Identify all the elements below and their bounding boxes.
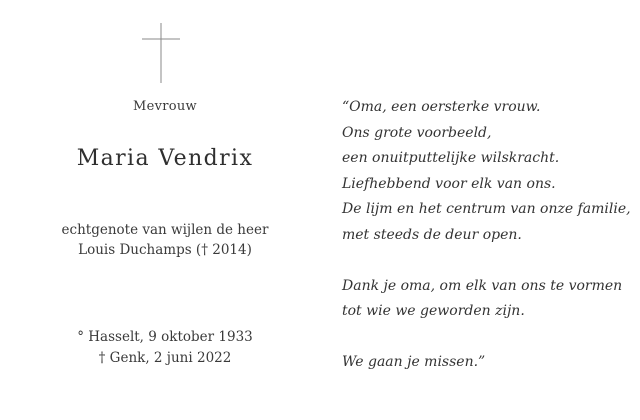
spouse-relation: echtgenote van wijlen de heer xyxy=(61,222,269,238)
honorific-title: Mevrouw xyxy=(133,99,197,114)
poem-line: een onuitputtelijke wilskracht. xyxy=(342,150,560,167)
spouse-name: Louis Duchamps († 2014) xyxy=(78,242,252,258)
stanza-gap xyxy=(342,325,632,350)
poem-line: Ons grote voorbeeld, xyxy=(342,124,492,141)
death-date: † Genk, 2 juni 2022 xyxy=(98,350,232,366)
poem-line: We gaan je missen.” xyxy=(342,353,486,370)
poem-stanza-2 xyxy=(342,274,632,325)
poem xyxy=(342,95,632,375)
birth-date: ° Hasselt, 9 oktober 1933 xyxy=(77,329,253,345)
stanza-gap xyxy=(342,249,632,274)
poem-stanza-3 xyxy=(342,350,632,376)
poem-line: tot wie we geworden zijn. xyxy=(342,303,525,320)
poem-line: met steeds de deur open. xyxy=(342,226,522,243)
cross-icon xyxy=(142,23,180,83)
poem-line: De lijm en het centrum van onze familie, xyxy=(342,201,631,218)
poem-stanza-1 xyxy=(342,95,632,249)
poem-line: Liefhebbend voor elk van ons. xyxy=(342,175,556,192)
deceased-name: Maria Vendrix xyxy=(76,146,254,171)
poem-line: Dank je oma, om elk van ons te vormen xyxy=(342,277,623,294)
poem-line: “Oma, een oersterke vrouw. xyxy=(342,99,541,115)
